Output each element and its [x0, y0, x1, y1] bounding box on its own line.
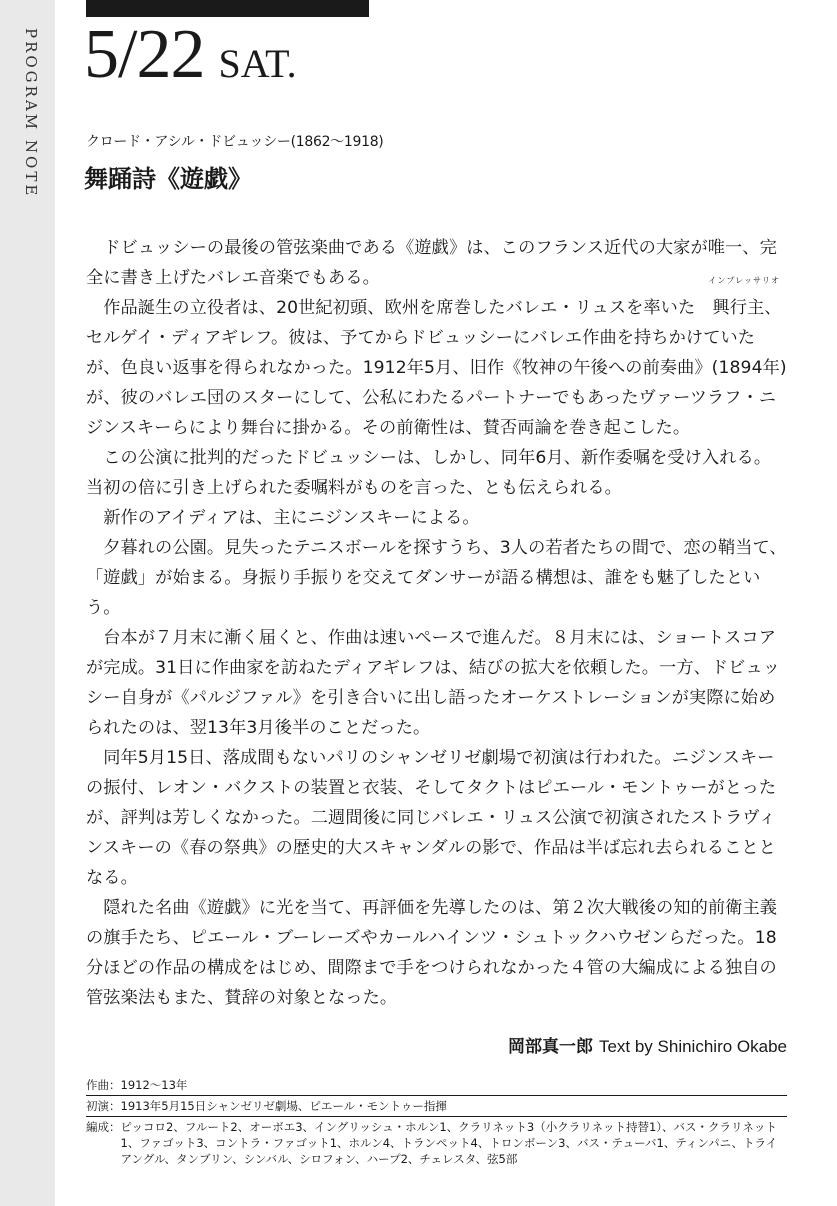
essay-paragraph: ドビュッシーの最後の管弦楽曲である《遊戯》は、このフランス近代の大家が唯一、完全に書き上げたバレエ音楽でもある。 [86, 238, 777, 288]
essay-paragraph: 隠れた名曲《遊戯》に光を当て、再評価を先導したのは、第２次大戦後の知的前衛主義の旗手たち、ピエール・ブーレーズやカールハインツ・シュトックハウゼンらだった。18分ほどの作品の構成をはじめ、間際まで手をつけられなかった４管の大編成による独自の管弦楽法もまた、賛辞の対象となった。 [86, 898, 778, 1008]
essay-paragraph: 台本が７月末に漸く届くと、作曲は速いペースで進んだ。８月末には、ショートスコアが完成。31日に作曲家を訪ねたディアギレフは、結びの拡大を依頼した。一方、ドビュッシー自身が《パルジファル》を引き合いに出し語ったオーケストレーションが実際に始められたのは、翌13年3月後半のことだった。 [86, 628, 781, 738]
ruby-word [695, 276, 780, 323]
instrumentation-row [86, 1116, 787, 1169]
ruby-reading: インプレッサリオ [708, 276, 780, 285]
essay-text: 、セルゲイ・ディアギレフ。彼は、予てからドビュッシーにバレエ作曲を持ちかけていたが、色良い返事を得られなかった。1912年5月、旧作《牧神の午後への前奏曲》(1894年)が、彼のバレエ団のスターにして、公私にわたるパートナーでもあったヴァーツラフ・ニジンスキーらにより舞台に掛かる。その前衛性は、賛否両論を巻き起こした。 [86, 298, 787, 438]
top-accent-bar [86, 0, 369, 17]
instrumentation-value: ピッコロ2、フルート2、オーボエ3、イングリッシュ・ホルン1、クラリネット3（小クラリネット持替1）、バス・クラリネット1、ファゴット3、コントラ・ファゴット1、ホルン4、トランペット4、トロンボーン3、バス・テューバ1、ティンパニ、トライアングル、タンブリン、シンバル、シロフォン、ハープ2、チェレスタ、弦5部 [120, 1120, 778, 1166]
date-weekday: SAT. [218, 41, 297, 86]
instrumentation-label: 編成： [86, 1120, 121, 1134]
premiere-value: 1913年5月15日シャンゼリゼ劇場、ピエール・モントゥー指揮 [120, 1099, 447, 1113]
author-byline [508, 1032, 787, 1057]
program-note-label: PROGRAM NOTE [22, 28, 40, 199]
composed-label: 作曲： [86, 1078, 121, 1092]
composer-line: クロード・アシル・ドビュッシー(1862〜1918) [86, 134, 384, 150]
author-credit: Text by Shinichiro Okabe [598, 1037, 787, 1056]
work-title: 舞踊詩《遊戯》 [84, 165, 252, 193]
essay-paragraph: この公演に批判的だったドビュッシーは、しかし、同年6月、新作委嘱を受け入れる。当初の倍に引き上げられた委嘱料がものを言った、とも伝えられる。 [86, 448, 772, 498]
essay-paragraph: 同年5月15日、落成間もないパリのシャンゼリゼ劇場で初演は行われた。ニジンスキーの振付、レオン・バクストの装置と衣装、そしてタクトはピエール・モントゥーがとったが、評判は芳しくなかった。二週間後に同じバレエ・リュス公演で初演されたストラヴィンスキーの《春の祭典》の歴史的大スキャンダルの影で、作品は半ば忘れ去られることとなる。 [86, 748, 777, 888]
premiere-label: 初演： [86, 1099, 121, 1113]
author-name: 岡部真一郎 [507, 1037, 593, 1057]
essay-paragraph [86, 276, 788, 443]
work-info [86, 1077, 787, 1169]
side-band [0, 0, 55, 1206]
ruby-base: 興行主 [712, 298, 765, 318]
essay-paragraph: 新作のアイディアは、主にニジンスキーによる。 [103, 508, 480, 528]
concert-date [84, 16, 297, 93]
program-essay [86, 233, 788, 1013]
essay-text: 作品誕生の立役者は、20世紀初頭、欧州を席巻したバレエ・リュスを率いた [103, 298, 696, 318]
composed-value: 1912〜13年 [120, 1078, 188, 1092]
composed-row [86, 1077, 787, 1095]
essay-paragraph: 夕暮れの公園。見失ったテニスボールを探すうち、3人の若者たちの間で、恋の鞘当て、「遊戯」が始まる。身振り手振りを交えてダンサーが語る構想は、誰をも魅了したという。 [86, 538, 787, 618]
date-number: 5/22 [84, 16, 205, 93]
premiere-row [86, 1095, 787, 1116]
